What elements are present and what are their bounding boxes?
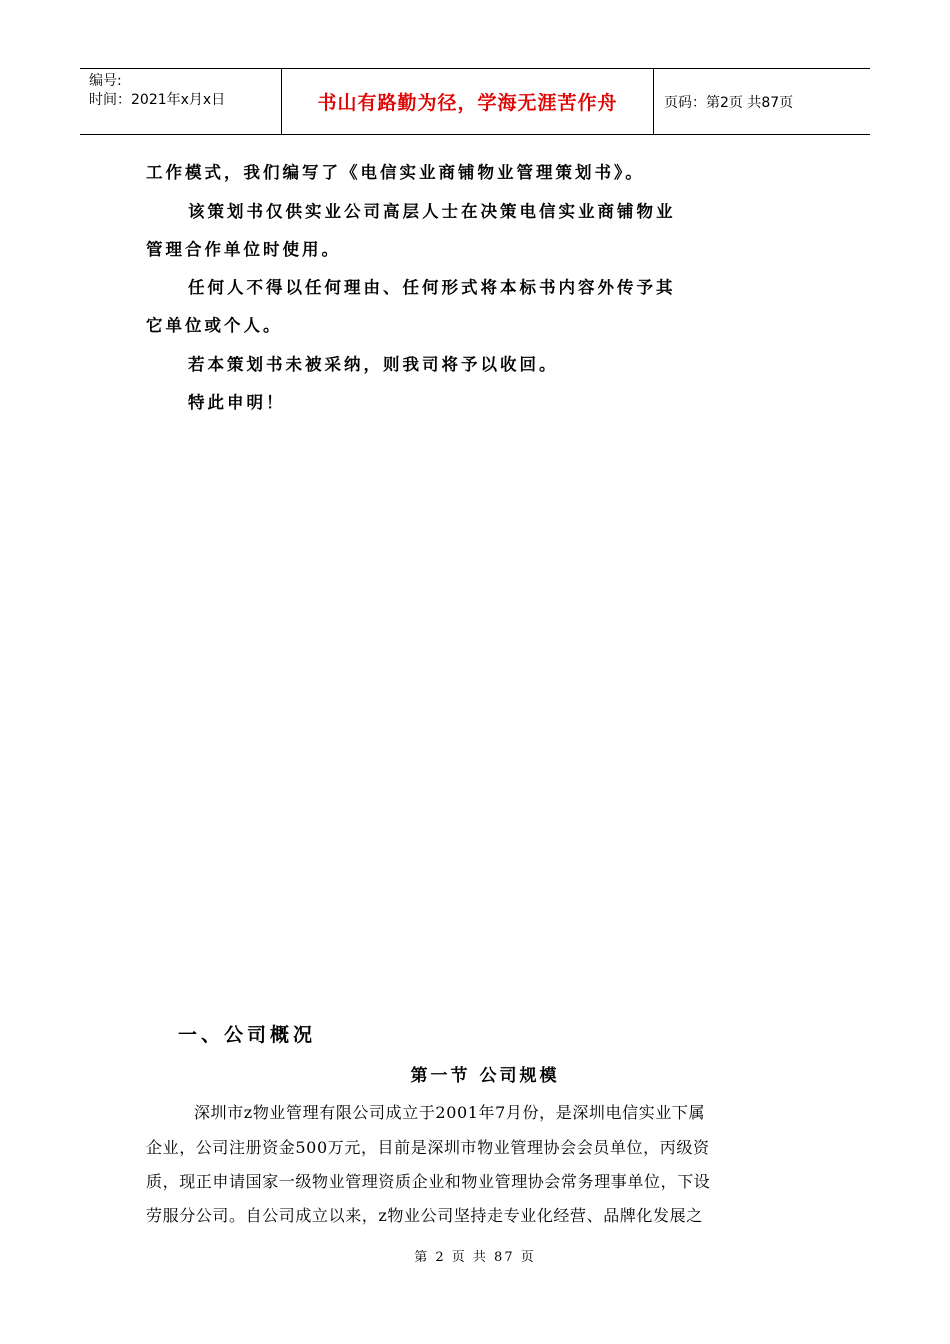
section-title: 一、公司概况	[178, 1024, 317, 1046]
section-subtitle: 第一节 公司规模	[410, 1066, 560, 1086]
declaration-line: 工作模式，我们编写了《电信实业商铺物业管理策划书》。	[146, 163, 645, 182]
body-line: 深圳市z物业管理有限公司成立于2001年7月份，是深圳电信实业下属	[194, 1103, 706, 1122]
header-motto: 书山有路勤为径，学海无涯苦作舟	[282, 69, 654, 134]
declaration-line: 它单位或个人。	[146, 316, 283, 335]
body-line: 劳服分公司。自公司成立以来，z物业公司坚持走专业化经营、品牌化发展之	[146, 1206, 703, 1225]
header-meta	[80, 69, 282, 134]
declaration-line: 该策划书仅供实业公司高层人士在决策电信实业商铺物业	[188, 202, 676, 221]
document-number-label: 编号:	[89, 73, 122, 89]
header-page-info: 页码：第2页 共87页	[664, 94, 794, 111]
declaration-line: 特此申明！	[188, 393, 286, 412]
body-line: 质，现正申请国家一级物业管理资质企业和物业管理协会常务理事单位，下设	[146, 1172, 711, 1191]
declaration-line: 若本策划书未被采纳，则我司将予以收回。	[188, 355, 559, 374]
document-time: 时间：2021年x月x日	[89, 92, 226, 108]
declaration-line: 任何人不得以任何理由、任何形式将本标书内容外传予其	[188, 278, 676, 297]
page-header	[80, 68, 870, 135]
page-footer: 第 2 页 共 87 页	[414, 1250, 536, 1265]
body-line: 企业，公司注册资金500万元，目前是深圳市物业管理协会会员单位，丙级资	[146, 1138, 710, 1157]
declaration-line: 管理合作单位时使用。	[146, 240, 341, 259]
